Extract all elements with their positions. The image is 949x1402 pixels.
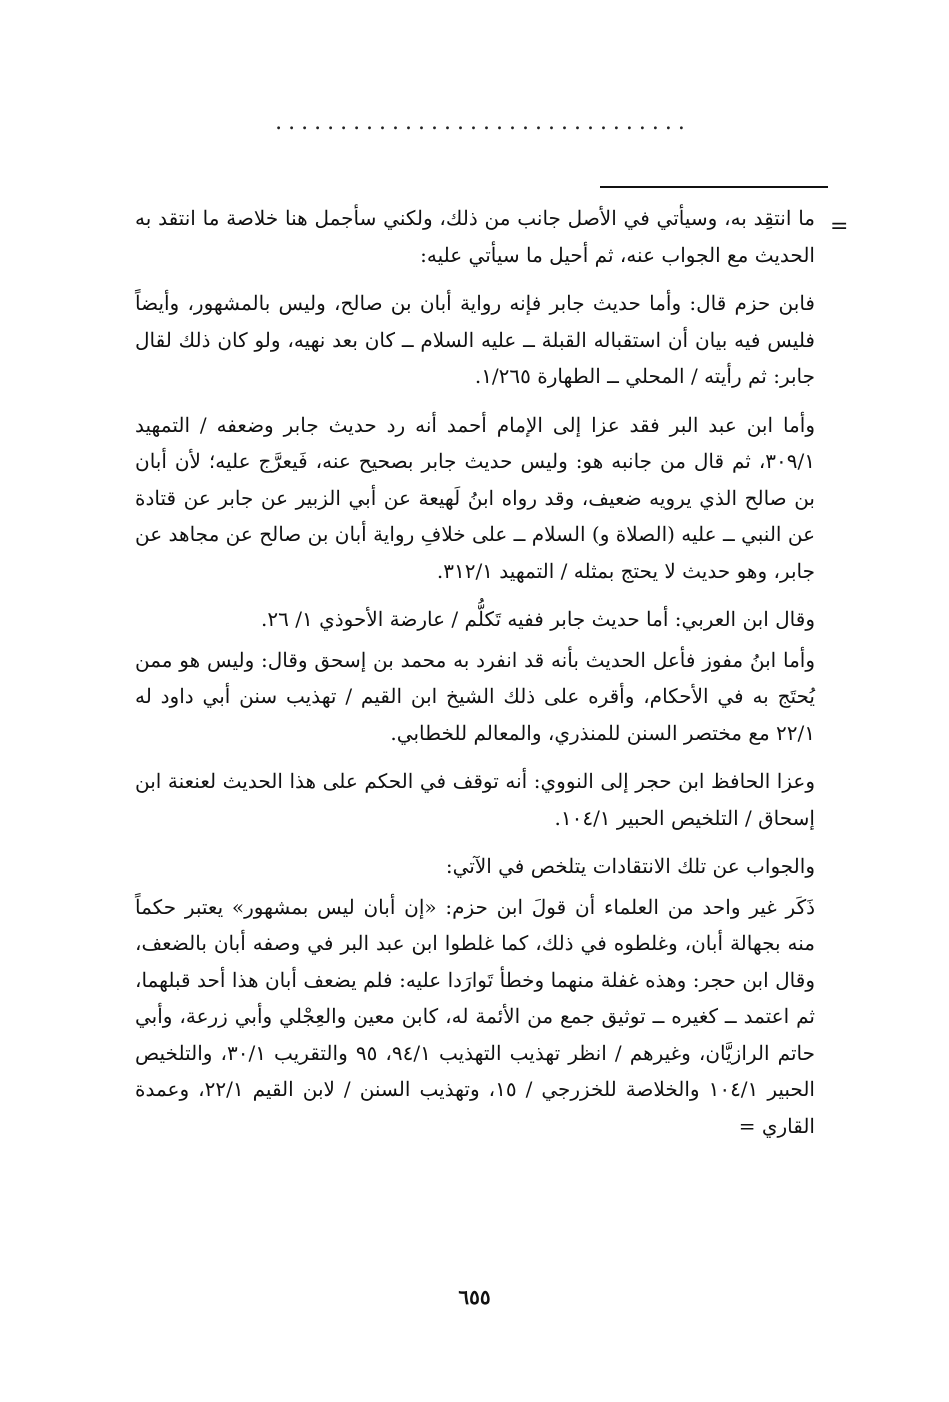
dotted-separator: ................................ [275, 110, 691, 135]
footnote-paragraph: وقال ابن العربي: أما حديث جابر ففيه تَكلُّم / عارضة الأحوذي ١/ ٢٦. [261, 607, 815, 631]
footnote-paragraph: فابن حزم قال: وأما حديث جابر فإنه رواية أبان بن صالح، وليس بالمشهور، وأيضاً فليس فيه بيان أن استقباله القبلة ــ عليه السلام ــ كان بعد نهيه، ولو كان ذلك لقال جابر: ثم رأيته / المحلي ــ الطهارة ١/٢٦٥. [135, 291, 815, 388]
page-number: ٦٥٥ [458, 1285, 491, 1309]
footnote-paragraph: وعزا الحافظ ابن حجر إلى النووي: أنه توقف في الحكم على هذا الحديث لعنعنة ابن إسحاق / التلخيص الحبير ١٠٤/١. [135, 769, 815, 830]
footnote-paragraph: وأما ابنُ مفوز فأعل الحديث بأنه قد انفرد به محمد بن إسحق وقال: وليس هو ممن يُحتَج به في الأحكام، وأقره على ذلك الشيخ ابن القيم / تهذيب سنن أبي داود له ٢٢/١ مع مختصر السنن للمنذري، والمعالم للخطابي. [135, 647, 815, 745]
footnote-paragraph: وأما ابن عبد البر فقد عزا إلى الإمام أحمد أنه رد حديث جابر وضعفه / التمهيد ٣٠٩/١، ثم قال من جانبه هو: وليس حديث جابر بصحيح عنه، فَيعرَّج عليه؛ لأن أبان بن صالح الذي يرويه ضعيف، وقد رواه ابنُ لَهيعة عن أبي الزبير عن جابر عن قتادة عن النبي ــ عليه (الصلاة و) السلام ــ على خلافِ رواية أبان بن صالح عن مجاهد عن جابر، وهو حديث لا يحتج بمثله / التمهيد ٣١٢/١. [135, 412, 815, 583]
continuation-mark: = [830, 214, 849, 239]
footnote-paragraph: والجواب عن تلك الانتقادات يتلخص في الآتي: [445, 854, 815, 878]
footnote-paragraph: ما انتقِد به، وسيأتي في الأصل جانب من ذلك، ولكني سأجمل هنا خلاصة ما انتقد به الحديث مع الجواب عنه، ثم أحيل ما سيأتي عليه: [135, 206, 815, 267]
footnote-text [135, 200, 815, 1156]
footnote-rule [600, 186, 828, 188]
footnote-paragraph: ذَكَر غير واحد من العلماء أن قولَ ابن حزم: «إن أبان ليس بمشهور» يعتبر حكماً منه بجهالة أبان، وغلطوه في ذلك، كما غلطوا ابن عبد البر في وصفه أبان بالضعف، وقال ابن حجر: وهذه غفلة منهما وخطأ تَوارَدا عليه: فلم يضعف أبان هذا أحد قبلهما، ثم اعتمد ــ كغيره ــ توثيق جمع من الأئمة له، كابن معين والعِجْلي وأبي زرعة، وأبي حاتم الرازيَّان، وغيرهم / انظر تهذيب التهذيب ٩٤/١، ٩٥ والتقريب ٣٠/١، والتلخيص الحبير ١٠٤/١ والخلاصة للخزرجي / ١٥، وتهذيب السنن / لابن القيم ٢٢/١، وعمدة القاري = [135, 894, 816, 1138]
